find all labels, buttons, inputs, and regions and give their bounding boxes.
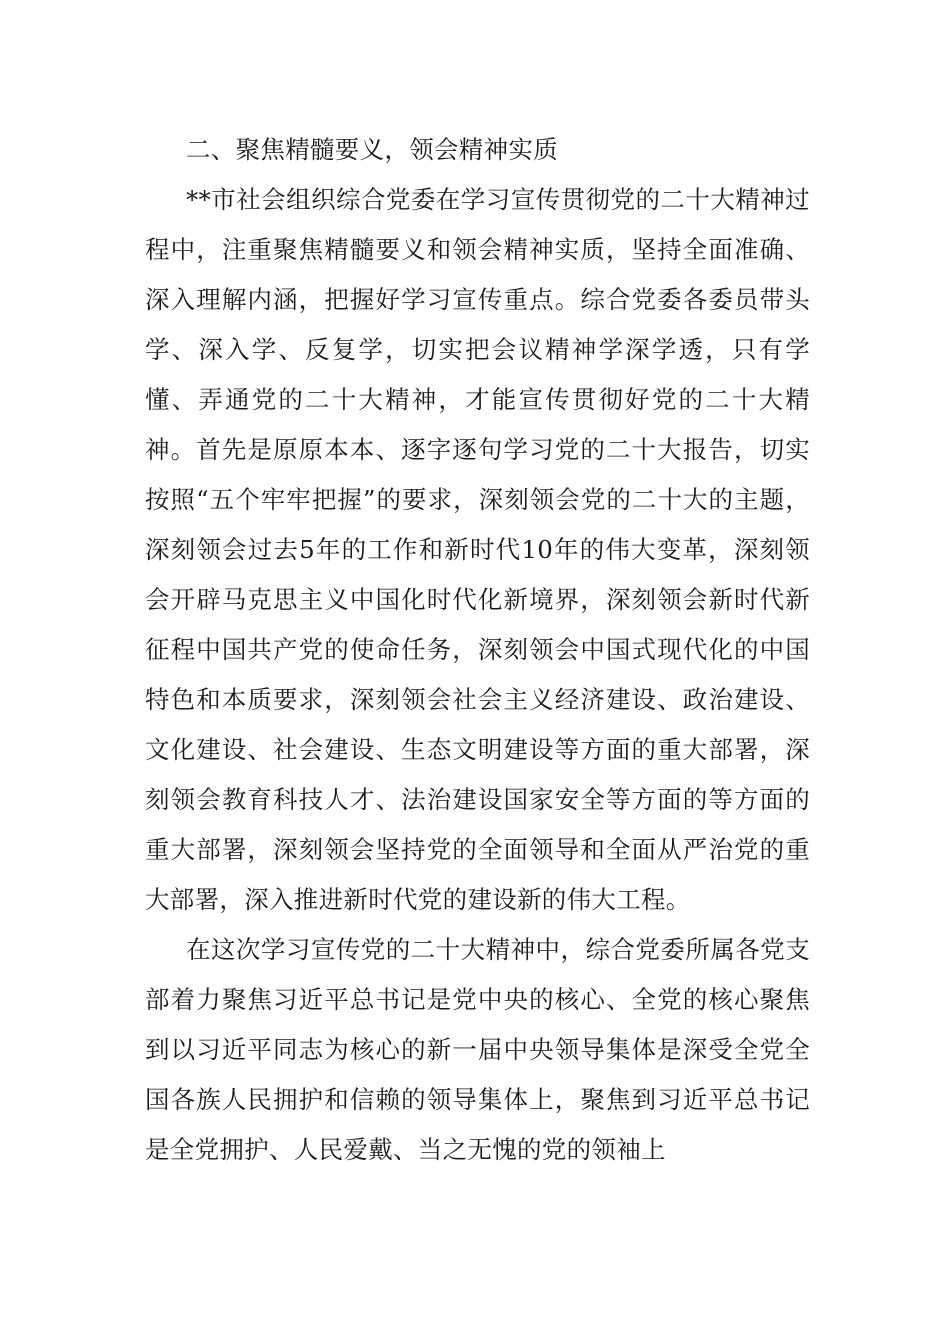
document-body [145, 125, 810, 1175]
section-heading: 二、聚焦精髓要义，领会精神实质 [186, 135, 558, 164]
paragraph: 在这次学习宣传党的二十大精神中，综合党委所属各党支部着力聚焦习近平总书记是党中央的核心、全党的核心聚焦到以习近平同志为核心的新一届中央领导集体是深受全党全国各族人民拥护和信赖的领导集体上，聚焦到习近平总书记是全党拥护、人民爱戴、当之无愧的党的领袖上 [145, 935, 810, 1164]
paragraph: **市社会组织综合党委在学习宣传贯彻党的二十大精神过程中，注重聚焦精髓要义和领会精神实质，坚持全面准确、深入理解内涵，把握好学习宣传重点。综合党委各委员带头学、深入学、反复学，切实把会议精神学深学透，只有学懂、弄通党的二十大精神，才能宣传贯彻好党的二十大精神。首先是原原本本、逐字逐句学习党的二十大报告，切实按照“五个牢牢把握”的要求，深刻领会党的二十大的主题，深刻领会过去5年的工作和新时代10年的伟大变革，深刻领会开辟马克思主义中国化时代化新境界，深刻领会新时代新征程中国共产党的使命任务，深刻领会中国式现代化的中国特色和本质要求，深刻领会社会主义经济建设、政治建设、文化建设、社会建设、生态文明建设等方面的重大部署，深刻领会教育科技人才、法治建设国家安全等方面的等方面的重大部署，深刻领会坚持党的全面领导和全面从严治党的重大部署，深入推进新时代党的建设新的伟大工程。 [145, 185, 810, 914]
